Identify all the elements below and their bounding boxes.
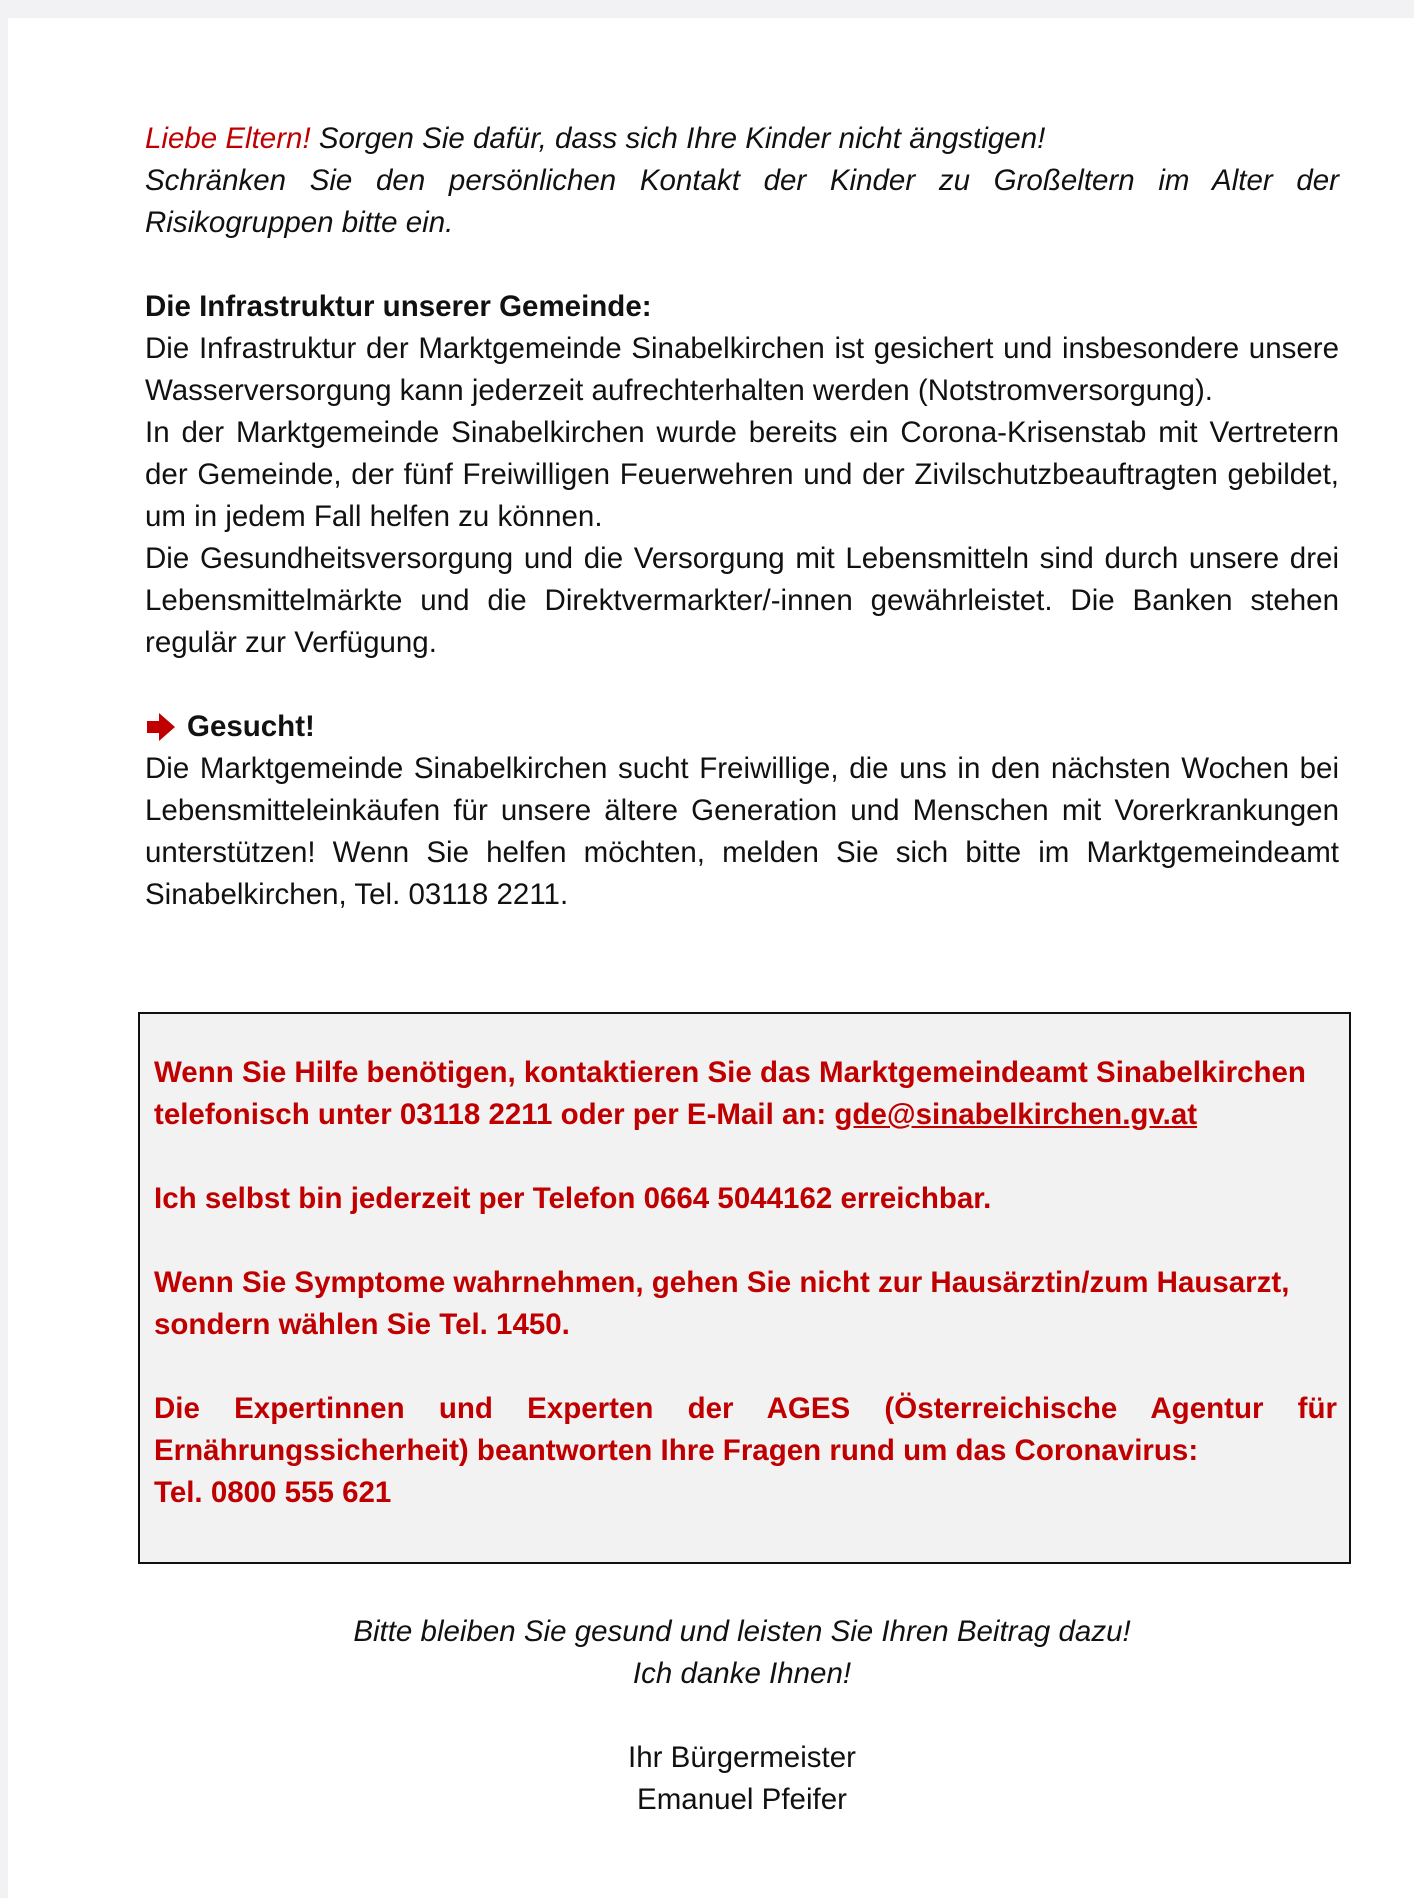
parents-note <box>145 118 1339 244</box>
signature-name: Emanuel Pfeifer <box>637 1783 847 1816</box>
parents-line2: Schränken Sie den persönlichen Kontakt der Kinder zu Großeltern im Alter der Risikogruppen bitte ein. <box>145 164 1339 239</box>
document-page <box>8 18 1414 1898</box>
wanted-heading <box>145 706 1339 748</box>
contact-info-content <box>154 1052 1337 1514</box>
closing-section <box>145 1611 1339 1821</box>
symptoms-paragraph <box>154 1262 1337 1346</box>
mayor-phone-line: Ich selbst bin jederzeit per Telefon 0664 5044162 erreichbar. <box>154 1182 992 1215</box>
infrastructure-heading: Die Infrastruktur unserer Gemeinde: <box>145 290 652 323</box>
infrastructure-para-3: Die Gesundheitsversorgung und die Versorgung mit Lebensmitteln sind durch unsere drei Lebensmittelmärkte und die Direktvermarkter/-innen gewährleistet. Die Banken stehen regulär zur Verfügung. <box>145 542 1339 659</box>
ages-phone: Tel. 0800 555 621 <box>154 1476 392 1509</box>
contact-info-box <box>138 1012 1351 1564</box>
main-content <box>145 118 1339 916</box>
signature-title: Ihr Bürgermeister <box>628 1741 856 1774</box>
closing-line-2: Ich danke Ihnen! <box>632 1657 852 1690</box>
wanted-text: Die Marktgemeinde Sinabelkirchen sucht Freiwillige, die uns in den nächsten Wochen bei Lebensmitteleinkäufen für unsere ältere Generation und Menschen mit Vorerkrankungen unterstützen! Wenn Sie helfen möchten, melden Sie sich bitte im Marktgemeindeamt Sinabelkirchen, Tel. 03118 2211. <box>145 752 1339 911</box>
email-link[interactable]: gde@sinabelkirchen.gv.at <box>834 1098 1198 1131</box>
infrastructure-para-2: In der Marktgemeinde Sinabelkirchen wurde bereits ein Corona-Krisenstab mit Vertretern der Gemeinde, der fünf Freiwilligen Feuerwehren und der Zivilschutzbeauftragten gebildet, um in jedem Fall helfen zu können. <box>145 416 1339 533</box>
parents-line1: Sorgen Sie dafür, dass sich Ihre Kinder nicht ängstigen! <box>310 122 1046 155</box>
help-line-2: telefonisch unter 03118 2211 oder per E-Mail an: <box>154 1098 835 1131</box>
arrow-right-icon <box>145 706 177 748</box>
help-line-1: Wenn Sie Hilfe benötigen, kontaktieren Sie das Marktgemeindeamt Sinabelkirchen <box>154 1056 1306 1089</box>
ages-line-2: Ernährungssicherheit) beantworten Ihre Fragen rund um das Coronavirus: <box>154 1434 1199 1467</box>
closing-line-1: Bitte bleiben Sie gesund und leisten Sie Ihren Beitrag dazu! <box>353 1615 1131 1648</box>
symptoms-line-2: sondern wählen Sie Tel. 1450. <box>154 1308 570 1341</box>
help-paragraph <box>154 1052 1337 1136</box>
wanted-heading-label: Gesucht! <box>187 710 315 743</box>
infrastructure-para-1: Die Infrastruktur der Marktgemeinde Sinabelkirchen ist gesichert und insbesondere unsere Wasserversorgung kann jederzeit aufrechterhalten werden (Notstromversorgung). <box>145 332 1339 407</box>
ages-line-1: Die Expertinnen und Experten der AGES (Österreichische Agentur für <box>154 1392 1337 1425</box>
parents-greeting: Liebe Eltern! <box>145 122 311 155</box>
symptoms-line-1: Wenn Sie Symptome wahrnehmen, gehen Sie nicht zur Hausärztin/zum Hausarzt, <box>154 1266 1290 1299</box>
